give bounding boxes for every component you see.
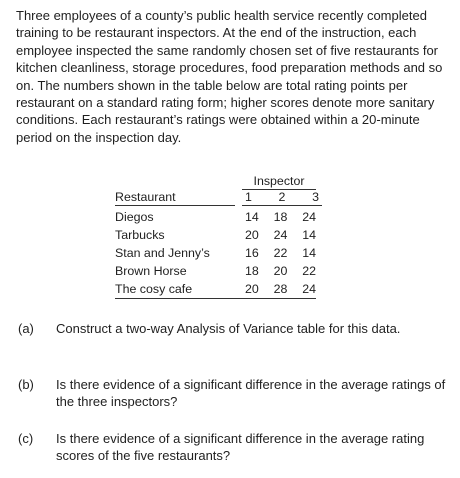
restaurant-header: Restaurant (115, 190, 235, 206)
rating-cell: 18 (245, 264, 259, 278)
restaurant-name: Stan and Jenny’s (115, 246, 210, 260)
inspector-numbers (242, 190, 322, 206)
inspector-number-1: 1 (245, 190, 252, 204)
inspector-header: Inspector (242, 174, 316, 190)
inspector-number-3: 3 (312, 190, 319, 204)
inspector-number-2: 2 (278, 190, 286, 204)
table-row (115, 262, 316, 280)
question-b (18, 376, 448, 412)
rating-cell: 22 (302, 264, 316, 278)
rating-cell: 24 (302, 282, 316, 296)
rating-cell: 28 (273, 282, 288, 296)
table-row (115, 208, 316, 226)
question-c (18, 430, 458, 466)
question-label: (c) (18, 431, 34, 446)
rating-cell: 20 (273, 264, 288, 278)
rating-cell: 18 (273, 210, 288, 224)
question-text: Construct a two-way Analysis of Variance table for this data. (56, 321, 401, 336)
question-label: (a) (18, 321, 34, 336)
rating-cell: 16 (245, 246, 259, 260)
rating-cell: 24 (273, 228, 288, 242)
rating-cell: 22 (273, 246, 288, 260)
table-row (115, 280, 316, 299)
rating-cell: 20 (245, 228, 259, 242)
rating-cell: 14 (245, 210, 259, 224)
restaurant-name: Tarbucks (115, 228, 165, 242)
table-body (115, 208, 316, 299)
table-row (115, 226, 316, 244)
rating-cell: 14 (302, 228, 316, 242)
question-a (18, 320, 448, 338)
restaurant-name: Brown Horse (115, 264, 187, 278)
question-text: Is there evidence of a significant difference in the average ratings of the three inspectors? (56, 377, 446, 409)
rating-cell: 14 (302, 246, 316, 260)
rating-cell: 20 (245, 282, 259, 296)
restaurant-name: The cosy cafe (115, 282, 193, 296)
rating-cell: 24 (302, 210, 316, 224)
question-label: (b) (18, 377, 34, 392)
restaurant-name: Diegos (115, 210, 154, 224)
table-row (115, 244, 316, 262)
problem-intro: Three employees of a county’s public health service recently completed training to be restaurant inspectors. At the end of the instruction, each employee inspected the same randomly chosen set of five restaurants for kitchen cleanliness, storage procedures, food preparation methods and so on. The numbers shown in the table below are total rating points per restaurant on a standard rating form; higher scores denote more sanitary conditions. Each restaurant’s ratings were obtained within a 20-minute period on the inspection day. (16, 8, 443, 145)
question-text: Is there evidence of a significant difference in the average rating scores of the five restaurants? (56, 431, 425, 463)
